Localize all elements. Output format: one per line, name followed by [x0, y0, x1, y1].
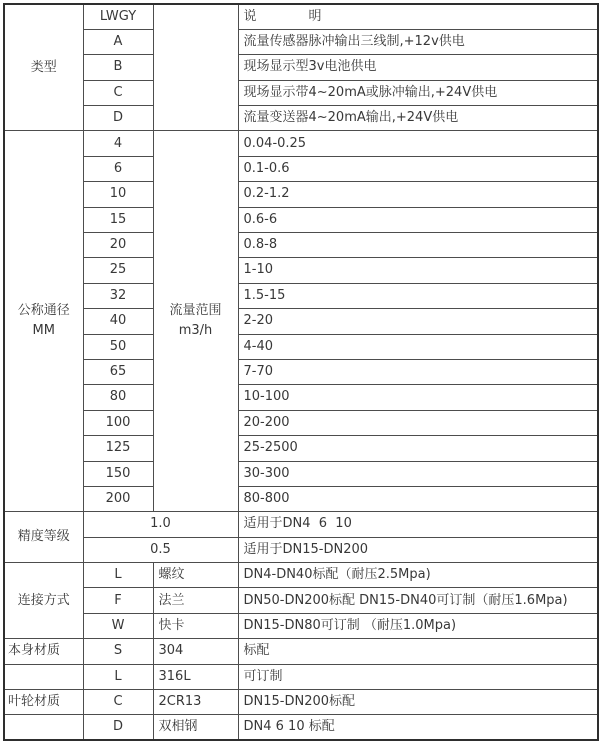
table-row: [4, 436, 598, 461]
dn-cell: 4: [83, 131, 153, 156]
flowmeter-spec-table: [3, 3, 599, 741]
material-name-cell: 2CR13: [153, 690, 238, 715]
type-code-cell: A: [83, 29, 153, 54]
dn-cell: 100: [83, 410, 153, 435]
table-row: [4, 207, 598, 232]
accuracy-grade-cell: 1.0: [83, 512, 238, 537]
table-row: [4, 512, 598, 537]
type-code-cell: B: [83, 55, 153, 80]
material-code-cell: S: [83, 639, 153, 664]
range-cell: 1-10: [238, 258, 598, 283]
table-row: [4, 461, 598, 486]
material-code-cell: C: [83, 690, 153, 715]
connection-desc-cell: DN15-DN80可订制 （耐压1.0Mpa): [238, 613, 598, 638]
table-row: [4, 410, 598, 435]
type-code-cell: C: [83, 80, 153, 105]
range-cell: 10-100: [238, 385, 598, 410]
section-label-type: 类型: [4, 4, 83, 131]
section-label-connection: 连接方式: [4, 563, 83, 639]
dn-cell: 40: [83, 309, 153, 334]
table-row: [4, 715, 598, 740]
table-row: [4, 588, 598, 613]
dn-cell: 32: [83, 283, 153, 308]
table-row: [4, 4, 598, 29]
dn-cell: 65: [83, 359, 153, 384]
type-desc-cell: 流量传感器脉冲输出三线制,+12v供电: [238, 29, 598, 54]
table-row: [4, 486, 598, 511]
table-row: [4, 359, 598, 384]
flow-range-header-cell: [153, 131, 238, 512]
table-row: [4, 613, 598, 638]
dn-cell: 80: [83, 385, 153, 410]
range-cell: 0.6-6: [238, 207, 598, 232]
desc-header-cell: 说 明: [238, 4, 598, 29]
dn-cell: 6: [83, 156, 153, 181]
diameter-label-line2: MM: [32, 323, 55, 339]
material-desc-cell: DN4 6 10 标配: [238, 715, 598, 740]
accuracy-desc-cell: 适用于DN15-DN200: [238, 537, 598, 562]
dn-cell: 200: [83, 486, 153, 511]
dn-cell: 20: [83, 233, 153, 258]
connection-code-cell: F: [83, 588, 153, 613]
diameter-label-line1: 公称通径: [17, 303, 70, 319]
type-code-cell: D: [83, 106, 153, 131]
section-label-diameter: [4, 131, 83, 512]
table-row: [4, 309, 598, 334]
range-cell: 25-2500: [238, 436, 598, 461]
connection-name-cell: 法兰: [153, 588, 238, 613]
range-cell: 2-20: [238, 309, 598, 334]
empty-spacer-cell: [153, 4, 238, 131]
table-row: [4, 80, 598, 105]
range-cell: 30-300: [238, 461, 598, 486]
type-desc-cell: 现场显示带4~20mA或脉冲输出,+24V供电: [238, 80, 598, 105]
empty-label-cell: [4, 664, 83, 689]
table-row: [4, 537, 598, 562]
table-row: [4, 385, 598, 410]
table-row: [4, 334, 598, 359]
range-cell: 0.1-0.6: [238, 156, 598, 181]
section-label-accuracy: 精度等级: [4, 512, 83, 563]
table-row: [4, 664, 598, 689]
table-row: [4, 639, 598, 664]
accuracy-desc-cell: 适用于DN4 6 10: [238, 512, 598, 537]
material-desc-cell: 可订制: [238, 664, 598, 689]
material-name-cell: 双相钢: [153, 715, 238, 740]
material-name-cell: 316L: [153, 664, 238, 689]
range-cell: 4-40: [238, 334, 598, 359]
section-label-body-material: 本身材质: [4, 639, 83, 664]
accuracy-grade-cell: 0.5: [83, 537, 238, 562]
table-row: [4, 29, 598, 54]
type-desc-cell: 流量变送器4~20mA输出,+24V供电: [238, 106, 598, 131]
range-cell: 0.2-1.2: [238, 182, 598, 207]
type-desc-cell: 现场显示型3v电池供电: [238, 55, 598, 80]
empty-label-cell: [4, 715, 83, 740]
connection-desc-cell: DN4-DN40标配（耐压2.5Mpa): [238, 563, 598, 588]
table-row: [4, 55, 598, 80]
range-cell: 20-200: [238, 410, 598, 435]
range-cell: 0.04-0.25: [238, 131, 598, 156]
code-header-cell: LWGY: [83, 4, 153, 29]
dn-cell: 125: [83, 436, 153, 461]
table-row: [4, 131, 598, 156]
flow-range-label-line2: m3/h: [178, 323, 213, 339]
material-code-cell: D: [83, 715, 153, 740]
section-label-impeller-material: 叶轮材质: [4, 690, 83, 715]
material-desc-cell: DN15-DN200标配: [238, 690, 598, 715]
range-cell: 0.8-8: [238, 233, 598, 258]
dn-cell: 25: [83, 258, 153, 283]
dn-cell: 15: [83, 207, 153, 232]
table-row: [4, 283, 598, 308]
dn-cell: 150: [83, 461, 153, 486]
material-code-cell: L: [83, 664, 153, 689]
flow-range-label-line1: 流量范围: [169, 303, 222, 319]
material-desc-cell: 标配: [238, 639, 598, 664]
connection-code-cell: L: [83, 563, 153, 588]
table-row: [4, 156, 598, 181]
table-row: [4, 690, 598, 715]
range-cell: 7-70: [238, 359, 598, 384]
table-row: [4, 233, 598, 258]
table-row: [4, 563, 598, 588]
connection-name-cell: 螺纹: [153, 563, 238, 588]
connection-code-cell: W: [83, 613, 153, 638]
table-row: [4, 258, 598, 283]
connection-name-cell: 快卡: [153, 613, 238, 638]
table-row: [4, 106, 598, 131]
table-row: [4, 182, 598, 207]
range-cell: 1.5-15: [238, 283, 598, 308]
range-cell: 80-800: [238, 486, 598, 511]
material-name-cell: 304: [153, 639, 238, 664]
connection-desc-cell: DN50-DN200标配 DN15-DN40可订制（耐压1.6Mpa): [238, 588, 598, 613]
dn-cell: 50: [83, 334, 153, 359]
dn-cell: 10: [83, 182, 153, 207]
